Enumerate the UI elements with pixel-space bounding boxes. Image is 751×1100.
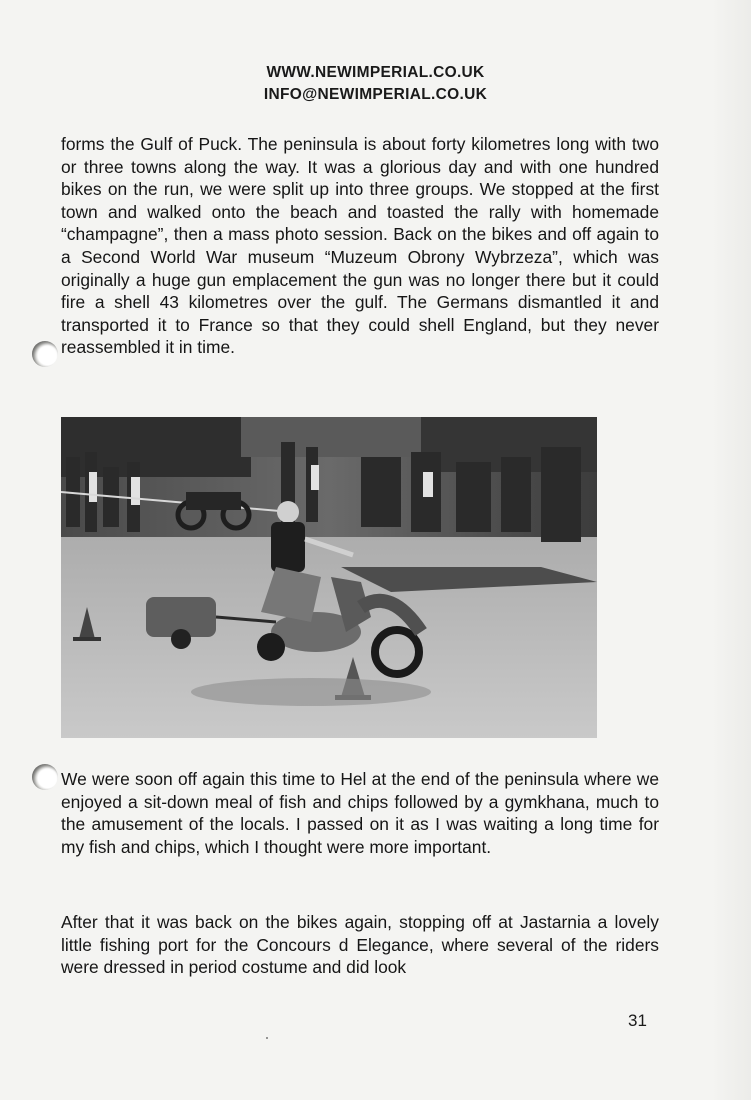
header-email: INFO@NEWIMPERIAL.CO.UK — [263, 86, 488, 103]
page-header — [0, 62, 751, 106]
body-paragraph-2: We were soon off again this time to Hel at the end of the peninsula where we enjoyed a sit-down meal of fish and chips followed by a gymkhana, much to the amusement of the locals. I passed on it as I was waiting a long time for my fish and chips, which I thought were more important. — [61, 769, 659, 857]
punch-hole-top — [32, 341, 58, 367]
paper-fleck — [266, 1037, 268, 1039]
gymkhana-photo — [61, 417, 597, 738]
header-website: WWW.NEWIMPERIAL.CO.UK — [266, 64, 485, 81]
photo-scene — [61, 417, 597, 738]
punch-hole-bottom — [32, 764, 58, 790]
show-through-margin — [711, 0, 751, 1100]
body-paragraph-3: After that it was back on the bikes again, stopping off at Jastarnia a lovely little fishing port for the Concours d Elegance, where several of the riders were dressed in period costume and did look — [61, 912, 659, 978]
body-paragraph-1: forms the Gulf of Puck. The peninsula is about forty kilometres long with two or three towns along the way. It was a glorious day and with one hundred bikes on the run, we were split up into three groups. We stopped at the first town and walked onto the beach and toasted the rally with homemade “champagne”, then a mass photo session. Back on the bikes and off again to a Second World War museum “Muzeum Obrony Wybrzeza”, which was originally a huge gun emplacement the gun was no longer there but it could fire a shell 43 kilometres over the gulf. The Germans dismantled it and transported it to France so that they could shell England, but they never reassembled it in time. — [61, 134, 659, 358]
page-number: 31 — [628, 1011, 647, 1030]
